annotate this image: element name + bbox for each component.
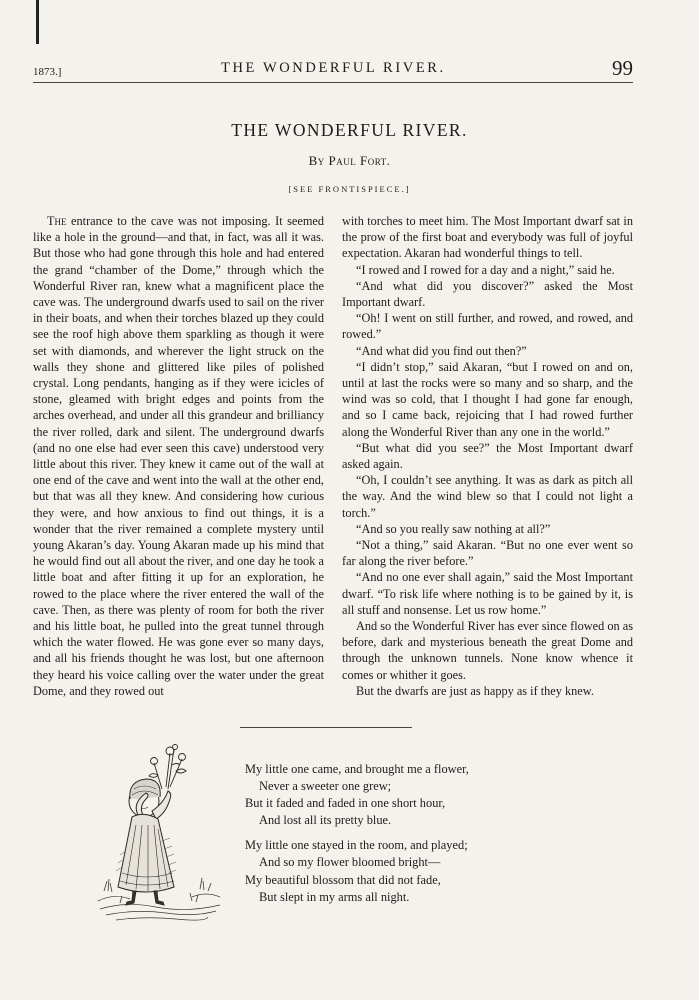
binding-mark [36,0,39,44]
paragraph: And so the Wonderful River has ever since flowed on as before, dark and mysterious beneath the great Dome and through the unknown tunnels. None know whence it comes or whither it goes. [342,619,633,682]
paragraph: “Oh, I couldn’t see anything. It was as dark as pitch all the way. And the wind blew so that I could not light a torch.” [342,473,633,520]
header-running-title: THE WONDERFUL RIVER. [221,60,446,76]
article-title: THE WONDERFUL RIVER. [231,120,468,140]
paragraph: “And so you really saw nothing at all?” [356,521,551,536]
paragraph: “Oh! I went on still further, and rowed, and rowed, and rowed.” [342,311,633,342]
girl-with-flower-illustration [96,741,224,926]
section-divider [240,727,412,728]
paragraph: “And what did you discover?” asked the Most Important dwarf. [342,278,633,310]
header-rule [33,82,633,83]
paragraph: “But what did you see?” the Most Important dwarf asked again. [342,440,633,472]
poem-line: But slept in my arms all night. [259,889,410,904]
poem-line: And lost all its pretty blue. [259,813,392,828]
paragraph: “Not a thing,” said Akaran. “But no one ever went so far along the river before.” [342,538,633,569]
paragraph: “I rowed and I rowed for a day and a night,” said he. [356,262,615,277]
text-column-left [33,213,324,699]
article-byline: By Paul Fort. [308,153,391,168]
poem-line: My beautiful blossom that did not fade, [245,872,441,887]
text-column-right [342,213,633,699]
lead-word: The [47,214,67,228]
poem-line: But it faded and faded in one short hour, [245,796,446,811]
poem [245,761,469,906]
paragraph: “I didn’t stop,” said Akaran, “but I rowed on and on, until at last the rocks were so many and so sharp, and the wind was so cold, that I thought I had gone far enough, and so I came back, rejoicing that I had rowed further along the Wonderful River than any one in the world.” [342,359,633,439]
paragraph [33,213,324,699]
frontispiece-note: [SEE FRONTISPIECE.] [288,184,411,194]
poem-line: Never a sweeter one grew; [259,779,392,794]
stanza-gap [245,829,469,837]
page-number: 99 [612,56,633,80]
poem-line: And so my flower bloomed bright— [259,855,441,870]
poem-line: My little one came, and brought me a flower, [245,762,469,776]
paragraph: But the dwarfs are just as happy as if they knew. [356,683,594,698]
header-year: 1873.] [33,66,62,78]
paragraph-continuation: with torches to meet him. The Most Important dwarf sat in the prow of the first boat and everybody was full of joyful expectation. Akaran had wonderful things to tell. [342,214,633,261]
poem-line: My little one stayed in the room, and played; [245,838,468,853]
paragraph-text: entrance to the cave was not imposing. It seemed like a hole in the ground—and that, in fact, was all it was. But those who had gone through this hole and had entered the grand “chamber of the Dome,” through which the Wonderful River ran, knew what a magnificent place the cave was. The underground dwarfs used to sail on the river in their boats, and when their torches blazed up they could see the roof high above them sparkling as though it were set with diamonds, and wherever the light struck on the walls they shone and glittered like piles of polished crystal. Long pendants, hanging as if they were icicles of stone, gleamed with bright edges and points from the arches overhead, and under all this grandeur and brilliancy the river rolled, dark and silent. The underground dwarfs (and no one else had ever seen this cave) understood very little about this river. They knew it came out of the wall at one end of the cave and went into the wall at the other end, but that was all they knew. And considering how curious they were, and how anxious to find out things, it is a wonder that the river remained a complete mystery until young Akaran’s day. Young Akaran made up his mind that he would find out all about the river, and one day he took a little boat and after fitting it up for an exploration, he rowed to the place where the river entered the wall of the cave. Then, as there was plenty of room for both the river and his little boat, he pulled into the great tunnel through which the water flowed. He was gone ever so many days, and all his friends thought he was lost, but one afternoon they heard his voice calling over the water under the great Dome, and they rowed out [33,214,325,698]
paragraph: “And no one ever shall again,” said the Most Important dwarf. “To risk life where nothing is to be gained by it, is all stuff and nonsense. Let us row home.” [342,570,633,617]
paragraph: “And what did you find out then?” [356,343,527,358]
